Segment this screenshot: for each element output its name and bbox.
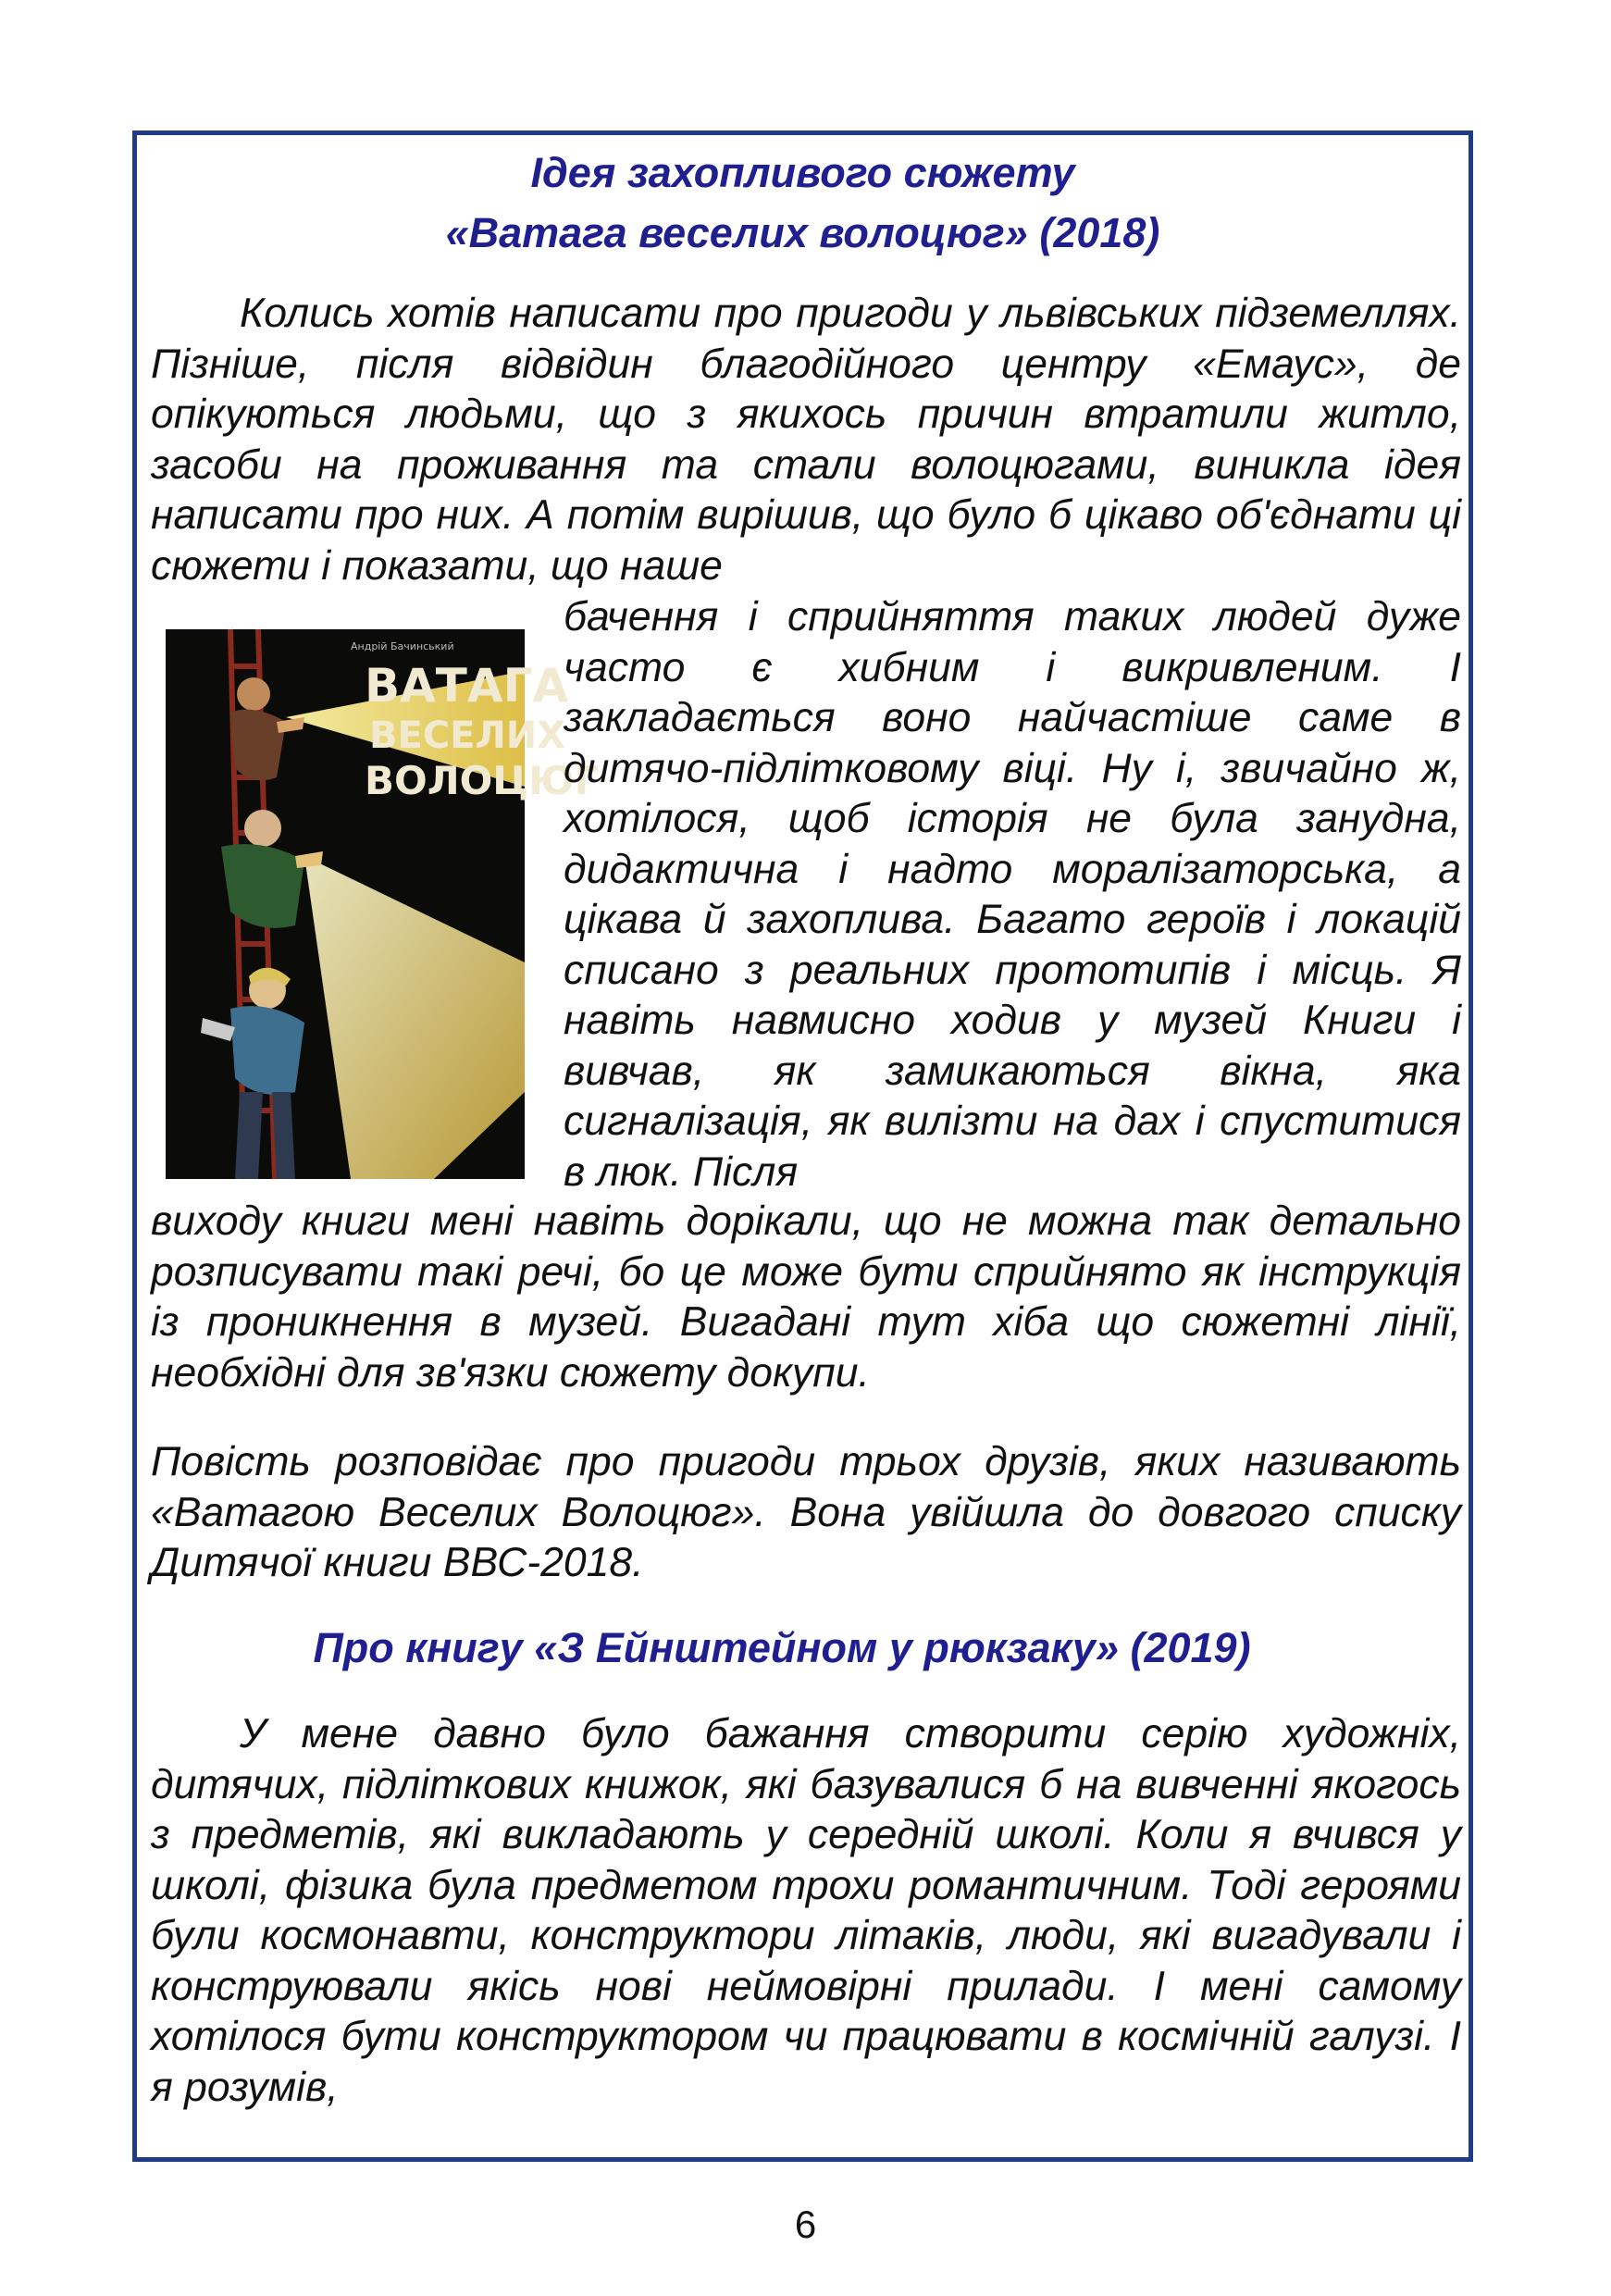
paragraph-after-cover: виходу книги мені навіть дорікали, що не можна так детально розписувати такі речі, бо це може бути сприйнято як інструкція із проникнення в музей. Вигадані тут хіба що сюжетні лінії, необхідні для зв'язки сюжету докупи.: [151, 1198, 1461, 1396]
paragraph-wrapped-beside-cover: бачення і сприйняття таких людей дуже часто є хибним і викривленим. І закладається воно найчастіше саме в дитячо-підлітковому віці. Ну і, звичайно ж, хотілося, щоб історія не була занудна, дидактична і надто моралізаторська, а цікава й захоплива. Багато героїв і локацій списано з реальних прототипів і місць. Я навіть навмисно ходив у музей Книги і вивчав, як замикаються вікна, яка сигналізація, як вилізти на дах і спуститися в люк. Після: [564, 594, 1461, 1195]
section-title-line2: «Ватага веселих волоцюг» (2018): [445, 209, 1160, 256]
cover-title-line1: ВАТАГА: [365, 659, 569, 713]
section-title-line1: Ідея захопливого сюжету: [530, 149, 1075, 196]
book-cover-illustration: [166, 629, 600, 1179]
page-number: 6: [794, 2203, 817, 2246]
cover-title-line3: ВОЛОЦЮГ: [365, 758, 600, 803]
paragraph-summary: Повість розповідає про пригоди трьох друзів, яких називають «Ватагою Веселих Волоцюг». Вона увійшла до довгого списку Дитячої книги ВВС-2018.: [151, 1439, 1461, 1585]
book-cover-image: [166, 629, 600, 1179]
cover-title-line2: ВЕСЕЛИХ: [369, 714, 566, 757]
svg-text:Андрій Бачинський: Андрій Бачинський: [351, 640, 454, 652]
paragraph-intro: Колись хотів написати про пригоди у львівських підземеллях. Пізніше, після відвідин благодійного центру «Емаус», де опікуються людьми, що з якихось причин втратили житло, засоби на проживання та стали волоцюгами, виникла ідея написати про них. А потім вирішив, що було б цікаво об'єднати ці сюжети і показати, що наше: [151, 291, 1461, 589]
paragraph-einstein: У мене давно було бажання створити серію художніх, дитячих, підліткових книжок, які базувалися б на вивченні якогось з предметів, які викладають у середній школі. Коли я вчився у школі, фізика була предметом трохи романтичним. Тоді героями були космонавти, конструктори літаків, люди, які вигадували і конструювали якісь нові неймовірні прилади. І мені самому хотілося бути конструктором чи працювати в космічній галузі. І я розумів,: [151, 1711, 1461, 2110]
section2-title: Про книгу «З Ейнштейном у рюкзаку» (2019): [313, 1624, 1251, 1671]
